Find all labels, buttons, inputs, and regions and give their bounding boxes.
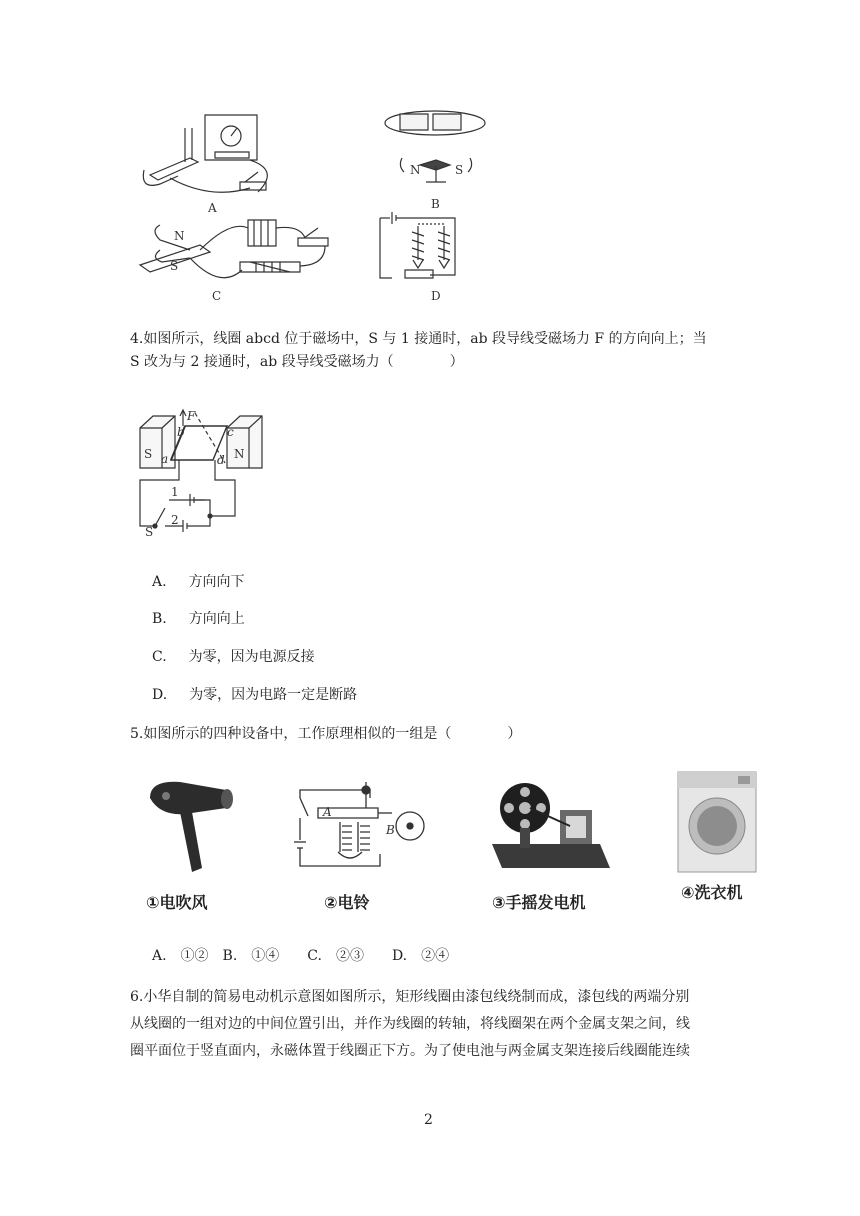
page-number: 2 (424, 1112, 433, 1128)
q4-option-d-letter: D. (152, 687, 168, 703)
q4-option-d (152, 683, 357, 707)
q4-label-b: b (177, 425, 185, 439)
label-d: D (431, 289, 441, 303)
q4-option-b (152, 607, 245, 631)
pole-n-c: N (174, 229, 185, 243)
q4-label-c: c (227, 425, 234, 439)
q4-coil-figure (135, 408, 270, 538)
q4-contact-2: 2 (171, 513, 179, 527)
caption-hand-generator: ③手摇发电机 (492, 893, 586, 912)
q4-option-a-text: 方向向下 (188, 574, 245, 590)
q6-line2: 从线圈的一组对边的中间位置引出，并作为线圈的转轴，将线圈架在两个金属支架之间，线 (130, 1016, 690, 1032)
q4-contact-1: 1 (171, 485, 179, 499)
pole-s-b: S (455, 163, 464, 177)
q5-devices-figure (130, 768, 770, 920)
caption-washing-machine: ④洗衣机 (681, 883, 743, 902)
q4-option-c-text: 为零，因为电源反接 (188, 649, 315, 665)
q4-option-d-text: 为零，因为电路一定是断路 (189, 687, 358, 703)
q4-pole-s: S (144, 447, 153, 461)
pole-s-c: S (170, 259, 179, 273)
diagram-d (380, 212, 455, 278)
electric-bell-diagram (294, 782, 424, 866)
label-b: B (431, 197, 440, 211)
diagram-c (140, 220, 328, 278)
q4-stem-line2: S 改为与 2 接通时，ab 段导线受磁场力（ ） (130, 354, 464, 370)
q5-options: A. ①② B. ①④ C. ②③ D. ②④ (152, 948, 450, 964)
q4-option-a (152, 570, 245, 594)
bell-label-b: B (386, 823, 395, 837)
caption-electric-bell: ②电铃 (324, 893, 370, 912)
q4-stem-line1: 4.如图所示，线圈 abcd 位于磁场中，S 与 1 接通时，ab 段导线受磁场力 F 的方向向上；当 (130, 331, 707, 347)
q4-option-b-letter: B. (152, 611, 167, 627)
q4-option-a-letter: A. (152, 574, 167, 590)
q4-option-c (152, 645, 315, 669)
diagram-a (143, 115, 267, 192)
bell-label-a: A (323, 805, 332, 819)
q4-option-c-letter: C. (152, 649, 167, 665)
label-c: C (212, 289, 222, 303)
q4-switch-s: S (145, 525, 154, 538)
label-a: A (208, 201, 217, 215)
q6-line1: 6.小华自制的简易电动机示意图如图所示，矩形线圈由漆包线绕制而成，漆包线的两端分别 (130, 989, 690, 1005)
pole-n-b: N (410, 163, 421, 177)
caption-hair-dryer: ①电吹风 (146, 893, 208, 912)
q4-label-a: a (161, 452, 169, 466)
hair-dryer-image (150, 782, 233, 872)
q5-stem: 5.如图所示的四种设备中，工作原理相似的一组是（ ） (130, 726, 522, 742)
hand-generator-image (492, 783, 610, 868)
q4-label-d: d (217, 453, 225, 467)
diagram-b (385, 111, 485, 182)
q6-line3: 圈平面位于竖直面内，永磁体置于线圈正下方。为了使电池与两金属支架连接后线圈能连续 (130, 1043, 690, 1059)
q4-pole-n: N (234, 447, 245, 461)
experiment-figure (130, 100, 500, 305)
washing-machine-image (678, 772, 756, 872)
q4-option-b-text: 方向向上 (188, 611, 245, 627)
q4-force-f: F (187, 409, 196, 423)
